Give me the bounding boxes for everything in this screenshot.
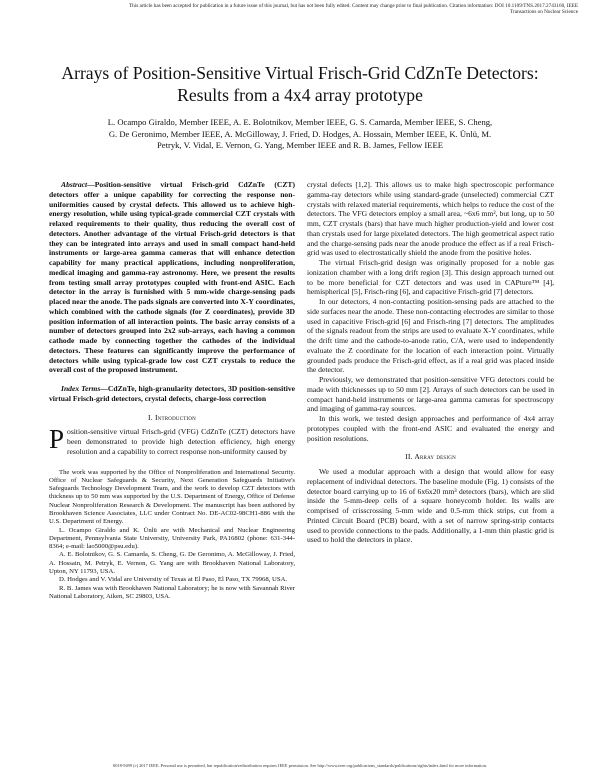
authors-line-1: L. Ocampo Giraldo, Member IEEE, A. E. Bolotnikov, Member IEEE, G. S. Camarda, Member IEEE, S. Cheng, bbox=[107, 117, 493, 127]
intro-paragraph bbox=[49, 424, 295, 456]
footnote-affiliation-psu: L. Ocampo Giraldo and K. Ünlü are with Mechanical and Nuclear Engineering Department, Pennsylvania State University, University Park, PA16802 (phone: 631-344-8364; e-mail: lao5000@psu.edu). bbox=[49, 526, 295, 551]
journal-header bbox=[26, 3, 578, 16]
header-line-2: Transactions on Nuclear Science bbox=[510, 9, 578, 16]
section-heading-introduction: I. Introduction bbox=[148, 412, 196, 422]
authors-line-2: G. De Geronimo, Member IEEE, A. McGilloway, J. Fried, D. Hodges, A. Hossain, Member IEEE, K. Ünlü, M. bbox=[108, 128, 492, 139]
right-column bbox=[307, 180, 554, 545]
title-line-2: Results from a 4x4 array prototype bbox=[177, 85, 423, 105]
footnotes bbox=[49, 469, 295, 602]
abstract bbox=[49, 180, 295, 375]
body-paragraph: In this work, we tested design approaches and performance of 4x4 array prototypes coupled with the front-end ASIC and evaluated the energy and position resolutions. bbox=[307, 414, 554, 443]
header-line-1: This article has been accepted for publication in a future issue of this journal, but has not been fully edited. Content may change prior to final publication. Citation information: DOI 10.1109/TNS.2017.2743160, IEEE bbox=[129, 3, 578, 9]
abstract-label: Abstract bbox=[61, 180, 88, 189]
left-column bbox=[49, 180, 295, 601]
paper-title bbox=[20, 62, 580, 106]
drop-cap: P bbox=[49, 424, 65, 455]
footnote-affiliation-srnl: R. B. James was with Brookhaven National Laboratory; he is now with Savannah River National Laboratory, Aiken, SC 29803, USA. bbox=[49, 584, 295, 600]
body-paragraph: crystal defects [1,2]. This allows us to make high spectroscopic performance gamma-ray detectors while using standard-grade (unselected) commercial CZT crystals with relaxed material requirements, which helps to reduce the cost of the detectors. The VFG detectors employ a small area, ~6x6 mm², but long, up to 50 mm, CZT crystals (bars) that have much higher production-yield and lower cost than crystals used for large pixelated detectors. The high geometrical aspect ratio and the charge-sensing pads near the anode produce the effect as if a real Frisch-grid was used to electrostatically shield the anode from the positive holes. bbox=[307, 180, 554, 258]
body-paragraph: In our detectors, 4 non-contacting position-sensing pads are attached to the side surfaces near the anode. These non-contacting electrodes are similar to those used in capacitive Frisch-grid [6] and Frisch-ring [7] detectors. The amplitudes of the signals readout from the strips are used to evaluate X-Y coordinates, while the drift time and the cathode-to-anode ratio, C/A, were used to independently evaluate the Z coordinate for the location of each interaction point. Virtually grounded pads produce the Frisch-grid effect, as if a real grid was placed inside the detector. bbox=[307, 297, 554, 375]
authors-line-3: Petryk, V. Vidal, E. Vernon, G. Yang, Member IEEE and R. B. James, Fellow IEEE bbox=[157, 140, 443, 151]
index-terms-text: —CdZnTe, high-granularity detectors, 3D position-sensitive virtual Frisch-grid detectors, crystal defects, charge-loss correction bbox=[49, 384, 295, 403]
title-line-1: Arrays of Position-Sensitive Virtual Frisch-Grid CdZnTe Detectors: bbox=[61, 63, 539, 83]
abstract-text: —Position-sensitive virtual Frisch-grid CdZnTe (CZT) detectors offer a unique capability for correcting the response non-uniformities caused by crystal defects. This allowed us to achieve high-energy resolution, while using typical-grade commercial CZT crystals with relaxed requirements to their quality, thus reducing the overall cost of detectors. Another advantage of the virtual Frisch-grid detectors is that they can be integrated into arrays and used in small compact hand-held instruments or large-area gamma cameras that will enhance detection capability for many practical applications, including nonproliferation, medical imaging and gamma-ray astronomy. Here, we present the results from testing small array prototypes coupled with front-end ASIC. Each detector in the array is furnished with 5 mm-wide charge-sensing pads placed near the anode. The pads signals are converted into X-Y coordinates, which combined with the cathode signals (for Z coordinates), provide 3D position information of all interaction points. The basic array consists of a number of detectors grouped into 2x2 sub-arrays, each having a common cathode made by connecting together the cathodes of the individual detectors. These features can significantly improve the performance of detectors while using typical-grade low cost CZT crystals to reduce the overall cost of the proposed instrument. bbox=[49, 180, 295, 375]
author-list bbox=[30, 117, 570, 152]
footnote-affiliation-utep: D. Hodges and V. Vidal are University of Texas at El Paso, El Paso, TX 79968, USA. bbox=[59, 576, 288, 584]
body-paragraph: Previously, we demonstrated that position-sensitive VFG detectors could be made with thicknesses up to 50 mm [2]. Arrays of such detectors can be used in compact hand-held instruments or large-area gamma cameras for spectroscopy and imaging of gamma-ray sources. bbox=[307, 375, 554, 414]
footnote-funding: The work was supported by the Office of Nonproliferation and International Security. Office of Nuclear Safeguards & Security, Next Generation Safeguards Initiative's Safeguards Technology Development Team, and the work to develop CZT detectors with thickness up to 50 mm was supported by the U.S. Department of Energy, Office of Defense Nuclear Nonproliferation Research & Development. The manuscript has been authored by Brookhaven Science Associates, LLC under Contract No. DE-AC02-98CH1-886 with the U.S. Department of Energy. bbox=[49, 468, 295, 526]
index-terms bbox=[49, 384, 295, 404]
footnote-affiliation-bnl: A. E. Bolotnikov, G. S. Camarda, S. Cheng, G. De Geronimo, A. McGilloway, J. Fried, A. Hossain, M. Petryk, E. Vernon, G. Yang are with Brookhaven National Laboratory, Upton, NY 11793, USA. bbox=[49, 551, 295, 576]
copyright-footer: 0018-9499 (c) 2017 IEEE. Personal use is permitted, but republication/redistribution requires IEEE permission. See http://www.ieee.org/publications_standards/publications/rights/index.html for more information. bbox=[113, 763, 487, 768]
array-design-paragraph: We used a modular approach with a design that would allow for easy replacement of individual detectors. The baseline module (Fig. 1) consists of the detector board carrying up to 16 of 6x6x20 mm³ detectors (bars), which are slid inside the 5-mm-deep cells of a square honeycomb holder. Its walls are comprised of crisscrossing 5-mm wide and 0.5-mm thick strips, cut from a Printed Circuit Board (PCB) board, with a set of narrow spring-strip contacts used to provide connections to the pads. Additionally, a 1-mm thin plastic grid is used to hold the detectors in place. bbox=[307, 467, 554, 545]
body-paragraph: The virtual Frisch-grid design was originally proposed for a noble gas ionization chamber with a long drift region [3]. This design approach turned out to be more beneficial for CZT detectors and was used in CAPture™ [4], hemispherical [5], Frisch-ring [6], and capacitive Frisch-grid [7] detectors. bbox=[307, 258, 554, 297]
index-terms-label: Index Terms bbox=[61, 384, 101, 393]
intro-text: osition-sensitive virtual Frisch-grid (VFG) CdZnTe (CZT) detectors have been demonstrated to provide high detection efficiency, high energy resolution and a capability to correct response non-uniformity caused by bbox=[67, 427, 295, 456]
section-heading-array-design: II. Array design bbox=[405, 452, 456, 462]
